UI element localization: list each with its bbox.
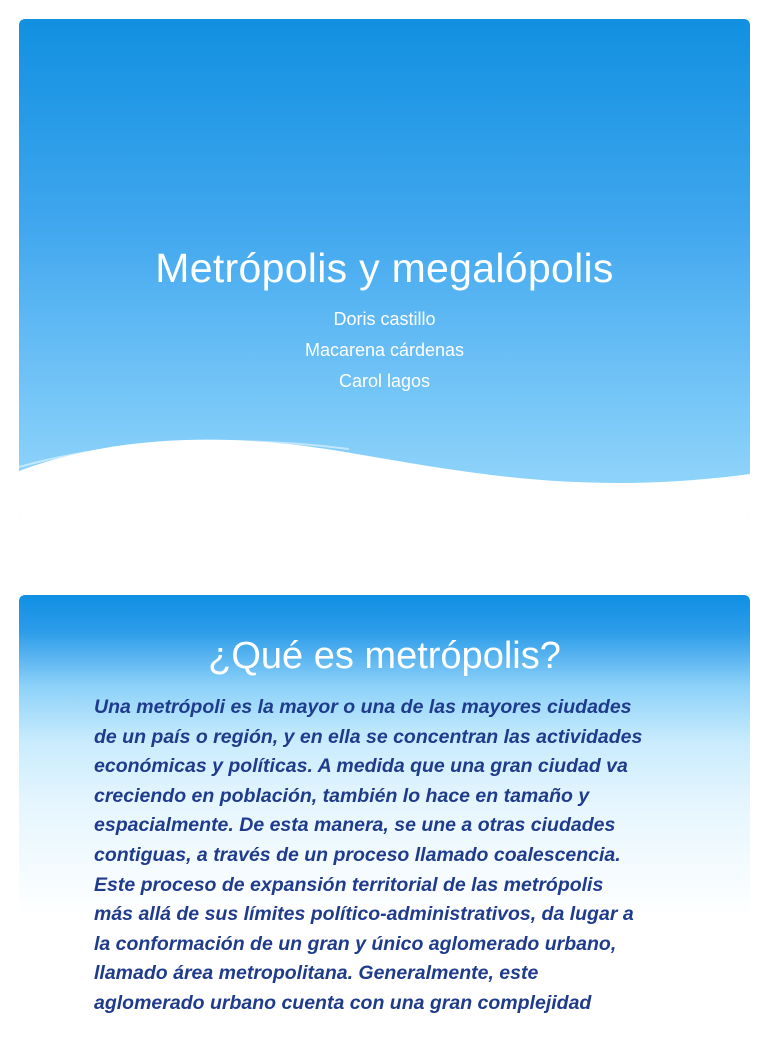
- text-line: de un país o región, y en ella se concentran las actividades: [94, 725, 643, 748]
- author-name: Carol lagos: [338, 371, 431, 391]
- text-line: llamado área metropolitana. Generalmente, este: [94, 962, 539, 985]
- text-line: contiguas, a través de un proceso llamado coalescencia.: [94, 843, 621, 866]
- text-line: económicas y políticas. A medida que una gran ciudad va: [94, 755, 628, 778]
- definition-paragraph: [94, 693, 734, 1019]
- text-line: creciendo en población, también lo hace en tamaño y: [94, 784, 590, 807]
- text-line: Este proceso de expansión territorial de las metrópolis: [94, 873, 604, 896]
- title-slide: [19, 19, 750, 521]
- presentation-title: Metrópolis y megalópolis: [155, 245, 614, 291]
- text-line: la conformación de un gran y único aglomerado urbano,: [94, 932, 617, 955]
- author-name: Doris castillo: [333, 309, 436, 329]
- text-line: espacialmente. De esta manera, se une a otras ciudades: [94, 814, 616, 837]
- author-list: [19, 304, 750, 397]
- text-line: más allá de sus límites político-administrativos, da lugar a: [94, 903, 634, 926]
- author-name: Macarena cárdenas: [304, 340, 465, 360]
- slide-heading: ¿Qué es metrópolis?: [208, 635, 561, 677]
- star-bullet-icon: [71, 695, 83, 707]
- content-slide: [19, 595, 750, 1055]
- text-line: aglomerado urbano cuenta con una gran complejidad: [94, 991, 592, 1014]
- text-line: Una metrópoli es la mayor o una de las mayores ciudades: [94, 696, 632, 718]
